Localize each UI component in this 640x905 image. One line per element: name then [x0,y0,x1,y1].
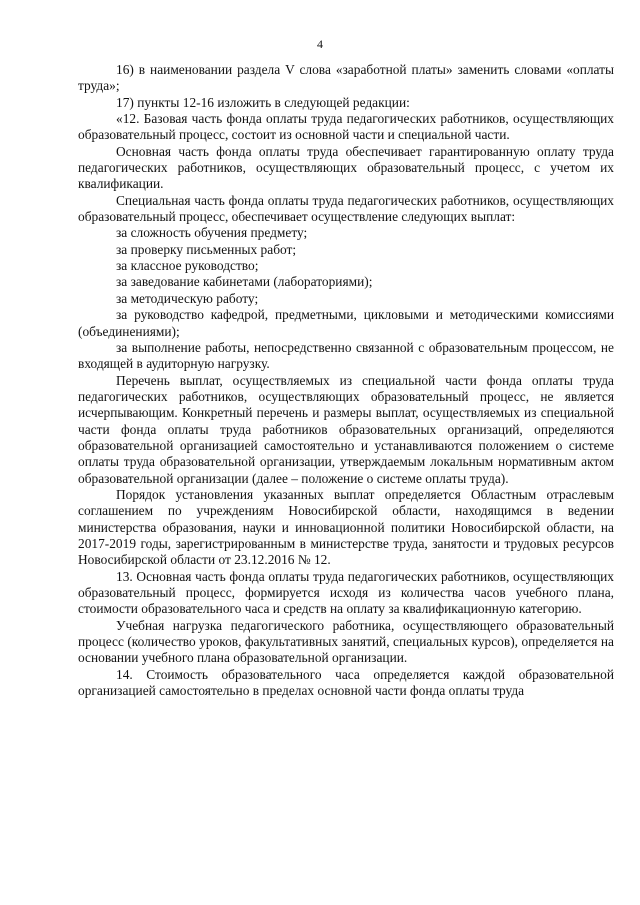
paragraph-teaching-load: Учебная нагрузка педагогического работника, осуществляющего образовательный процесс (количество уроков, факультативных занятий, специальных курсов), определяется на основании учебного плана образовательной организации. [78,617,614,666]
paragraph-item-17: 17) пункты 12-16 изложить в следующей редакции: [116,94,410,110]
paragraph-payments-list: Перечень выплат, осуществляемых из специальной части фонда оплаты труда педагогических работников, осуществляющих образовательный процесс, не является исчерпывающим. Конкретный перечень и размеры выплат, осуществляемых из специальной части фонда оплаты труда работников образовательных организаций, определяются образовательной организацией самостоятельно и устанавливаются положением о системе оплаты труда образовательной организации, утверждаемым локальным нормативным актом образовательной организации (далее – положение о системе оплаты труда). [78,372,614,486]
list-item-payment: за классное руководство; [116,258,259,274]
paragraph-point-14: 14. Стоимость образовательного часа определяется каждой образовательной организацией самостоятельно в пределах основной части фонда оплаты труда [78,666,614,699]
paragraph-point-13: 13. Основная часть фонда оплаты труда педагогических работников, осуществляющих образовательный процесс, формируется исходя из количества часов учебного плана, стоимости образовательного часа и средств на оплату за квалификационную категорию. [78,568,614,617]
list-item-payment: за проверку письменных работ; [116,241,297,257]
paragraph-procedure: Порядок установления указанных выплат определяется Областным отраслевым соглашением по учреждениям Новосибирской области, находящимся в ведении министерства образования, науки и инновационной политики Новосибирской области, на 2017-2019 годы, зарегистрированным в министерстве труда, занятости и трудовых ресурсов Новосибирской области от 23.12.2016 № 12. [78,486,614,568]
list-item-payment: за выполнение работы, непосредственно связанной с образовательным процессом, не входящей в аудиторную нагрузку. [78,339,614,372]
list-item-payment: за руководство кафедрой, предметными, цикловыми и методическими комиссиями (объединениями); [78,307,614,339]
list-item-payment: за сложность обучения предмету; [116,225,308,241]
list-item-payment: за методическую работу; [116,290,259,306]
paragraph-special-part: Специальная часть фонда оплаты труда педагогических работников, осуществляющих образовательный процесс, обеспечивает осуществление следующих выплат: [78,192,614,225]
document-body [78,62,614,699]
paragraph-item-16: 16) в наименовании раздела V слова «заработной платы» заменить словами «оплаты труда»; [78,62,614,94]
list-item-payment: за заведование кабинетами (лабораториями); [116,274,373,290]
paragraph-basic-part: Основная часть фонда оплаты труда обеспечивает гарантированную оплату труда педагогических работников, осуществляющих образовательный процесс, с учетом их квалификации. [78,143,614,192]
paragraph-point-12: «12. Базовая часть фонда оплаты труда педагогических работников, осуществляющих образовательный процесс, состоит из основной части и специальной части. [78,111,614,143]
page-number: 4 [317,37,323,51]
